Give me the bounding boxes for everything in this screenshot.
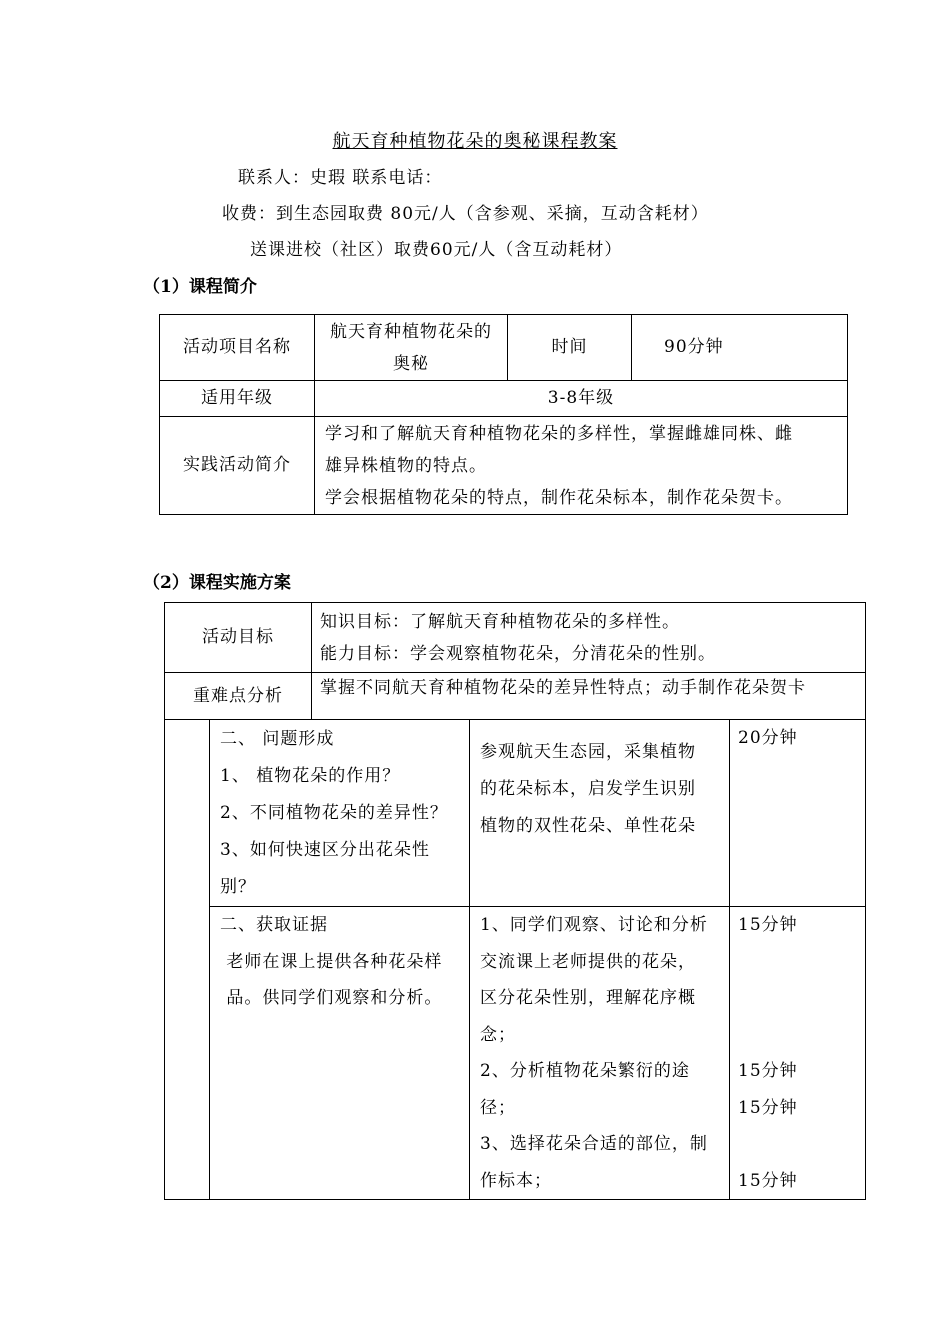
activity2-line-1: 1、同学们观察、讨论和分析 xyxy=(480,915,708,935)
plan-row-1-activity xyxy=(470,720,730,907)
key-label: 重难点分析 xyxy=(165,673,312,720)
time2-line-7 xyxy=(738,1126,865,1163)
plan-blank-column xyxy=(165,720,210,1200)
time2-line-6: 15分钟 xyxy=(738,1097,798,1118)
key-value: 掌握不同航天育种植物花朵的差异性特点；动手制作花朵贺卡 xyxy=(312,673,866,720)
step1-line-2: 1、 植物花朵的作用？ xyxy=(220,766,401,786)
time2-line-1: 15分钟 xyxy=(738,915,798,935)
time2-line-2 xyxy=(738,944,865,981)
activity2-line-5: 2、分析植物花朵繁衍的途 xyxy=(480,1061,690,1081)
step1-line-3: 2、不同植物花朵的差异性？ xyxy=(220,803,448,823)
plan-table xyxy=(164,719,866,1200)
time-label: 时间 xyxy=(508,315,632,381)
activity2-line-4: 念； xyxy=(480,1024,516,1045)
activity-name-label: 活动项目名称 xyxy=(160,315,315,381)
goals-table xyxy=(164,602,866,720)
time1-line-1: 20分钟 xyxy=(738,728,798,748)
activity-name-value-line1: 航天育种植物花朵的 xyxy=(330,321,492,342)
section1-heading: （1）课程简介 xyxy=(143,277,257,297)
intro-label: 实践活动简介 xyxy=(160,417,315,515)
activity1-line-3: 植物的双性花朵、单性花朵 xyxy=(480,816,696,836)
activity-name-value-line2: 奥秘 xyxy=(393,353,429,374)
activity2-line-3: 区分花朵性别，理解花序概 xyxy=(480,988,696,1008)
time2-line-4 xyxy=(738,1017,865,1054)
plan-row-2-step xyxy=(210,907,470,1200)
activity-name-value xyxy=(315,315,508,381)
step2-line-2: 老师在课上提供各种花朵样 xyxy=(220,951,443,972)
time2-line-5: 15分钟 xyxy=(738,1061,798,1081)
grade-label: 适用年级 xyxy=(160,381,315,417)
intro-line-2: 雄异株植物的特点。 xyxy=(325,455,487,476)
step2-line-1: 二、获取证据 xyxy=(220,915,328,935)
activity2-line-7: 3、选择花朵合适的部位，制 xyxy=(480,1134,708,1154)
plan-row-2-activity xyxy=(470,907,730,1200)
plan-row-1-step xyxy=(210,720,470,907)
goal-knowledge: 知识目标：了解航天育种植物花朵的多样性。 xyxy=(320,611,680,632)
fee-line: 收费：到生态园取费 80元/人（含参观、采摘，互动含耗材） xyxy=(222,204,709,224)
step2-line-3: 品。供同学们观察和分析。 xyxy=(220,988,443,1008)
time2-line-8: 15分钟 xyxy=(738,1170,798,1191)
goal-ability: 能力目标：学会观察植物花朵，分清花朵的性别。 xyxy=(320,643,716,664)
activity1-line-1: 参观航天生态园，采集植物 xyxy=(480,742,696,762)
goals-value xyxy=(312,603,866,673)
time2-line-3 xyxy=(738,980,865,1017)
goals-label: 活动目标 xyxy=(165,603,312,673)
intro-line-1: 学习和了解航天育种植物花朵的多样性，掌握雌雄同株、雌 xyxy=(325,423,793,444)
grade-value: 3-8年级 xyxy=(315,381,848,417)
document-title: 航天育种植物花朵的奥秘课程教案 xyxy=(332,131,618,152)
step1-line-4: 3、如何快速区分出花朵性 xyxy=(220,840,430,860)
school-fee-line: 送课进校（社区）取费60元/人（含互动耗材） xyxy=(250,240,623,260)
plan-row-2-time xyxy=(730,907,866,1200)
plan-row-1-time xyxy=(730,720,866,907)
intro-line-3: 学会根据植物花朵的特点，制作花朵标本，制作花朵贺卡。 xyxy=(325,487,793,508)
time-value: 90分钟 xyxy=(632,315,848,381)
activity1-line-2: 的花朵标本，启发学生识别 xyxy=(480,779,696,799)
contact-line: 联系人：史瑕 联系电话： xyxy=(238,168,443,188)
course-intro-table xyxy=(159,314,848,515)
step1-line-5: 别？ xyxy=(220,877,256,897)
section2-heading: （2）课程实施方案 xyxy=(143,573,291,593)
intro-value xyxy=(315,417,848,515)
activity2-line-2: 交流课上老师提供的花朵， xyxy=(480,951,696,972)
activity2-line-8: 作标本； xyxy=(480,1170,552,1191)
activity2-line-6: 径； xyxy=(480,1097,516,1118)
step1-line-1: 二、 问题形成 xyxy=(220,729,335,749)
